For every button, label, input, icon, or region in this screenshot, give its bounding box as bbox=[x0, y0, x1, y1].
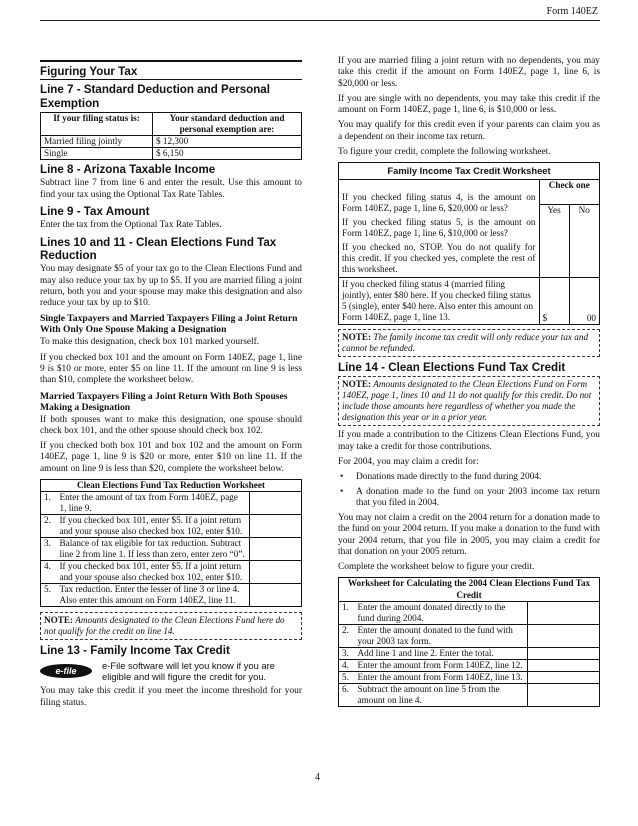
worksheet-line-number: 3. bbox=[41, 538, 57, 561]
efile-callout bbox=[40, 660, 302, 683]
worksheet-amount-cell[interactable] bbox=[528, 683, 600, 706]
check-one-header: Check one bbox=[539, 180, 599, 205]
header-rule bbox=[40, 20, 600, 21]
list-item: • Donations made directly to the fund during 2004. bbox=[338, 472, 600, 483]
table-row bbox=[41, 538, 302, 561]
credit-married-text: If you are married filing a joint return with no dependents, you may take this credit if the amount on Form 140EZ, page 1, line 6, is $20,000 or less. bbox=[338, 56, 600, 89]
line8-heading: Line 8 - Arizona Taxable Income bbox=[40, 163, 216, 177]
table-row bbox=[41, 492, 302, 515]
family-question-2: If you checked filing status 5, is the amount on Form 140EZ, page 1, line 6, $10,000 or less? bbox=[342, 216, 536, 238]
worksheet-line-number: 1. bbox=[41, 492, 57, 515]
worksheet-line-number: 2. bbox=[41, 515, 57, 538]
worksheet-line-number: 1. bbox=[339, 601, 355, 624]
line14-text-2: For 2004, you may claim a credit for: bbox=[338, 456, 479, 467]
line9-text: Enter the tax from the Optional Tax Rate Tables. bbox=[40, 220, 222, 231]
married-taxpayers-text-1: If both spouses want to make this designation, one spouse should check box 101, and the other spouse should check box 102. bbox=[40, 414, 302, 436]
table-row bbox=[41, 584, 302, 607]
deduction-table-header-amount: Your standard deduction and personal exemption are: bbox=[153, 112, 302, 135]
deduction-table-header-status: If your filing status is: bbox=[41, 112, 153, 135]
left-column bbox=[40, 60, 302, 713]
family-questions-cell bbox=[339, 180, 539, 278]
line14-text-3: You may not claim a credit on the 2004 return for a donation made to the fund on your 2004 return. If you make a donation to the fund with your 2004 return, that you file in 2005, you may claim a credit for that donation on your 2005 return. bbox=[338, 513, 600, 557]
note-text: Amounts designated to the Clean Elections Fund on Form 140EZ, page 1, lines 10 and 11 do not qualify for this credit. Do not include those amounts here regardless of whether you made the designation this year or in a prior year. bbox=[342, 379, 592, 423]
credit-single-text: If you are single with no dependents, you may take this credit if the amount on Form 140EZ, page 1, line 6, is $10,000 or less. bbox=[338, 93, 600, 116]
line10-11-heading: Lines 10 and 11 - Clean Elections Fund Tax Reduction bbox=[40, 235, 277, 262]
deduction-table bbox=[40, 112, 302, 160]
table-cell: $ 6,150 bbox=[153, 148, 302, 160]
table-row bbox=[339, 671, 600, 683]
worksheet-line-text: If you checked box 101, enter $5. If a joint return and your spouse also checked box 102, enter $10. bbox=[57, 515, 250, 538]
table-row bbox=[41, 136, 302, 148]
table-row bbox=[41, 561, 302, 584]
credit-amount-cents[interactable]: 00 bbox=[569, 277, 599, 324]
worksheet-amount-cell[interactable] bbox=[528, 624, 600, 647]
note-text: Amounts designated to the Clean Elections Fund here do not qualify for the credit on line 14. bbox=[44, 615, 285, 637]
worksheet-title: Worksheet for Calculating the 2004 Clean Elections Fund Tax Credit bbox=[339, 578, 600, 601]
worksheet-line-text: If you checked box 101, enter $5. If a joint return and your spouse also checked box 102, enter $10. bbox=[57, 561, 250, 584]
right-column bbox=[338, 56, 600, 707]
page-number: 4 bbox=[315, 772, 320, 783]
worksheet-line-number: 3. bbox=[339, 647, 355, 659]
table-row bbox=[339, 624, 600, 647]
note-label: NOTE: bbox=[342, 379, 372, 390]
clean-elections-reduction-worksheet bbox=[40, 479, 302, 607]
worksheet-line-text: Add line 1 and line 2. Enter the total. bbox=[355, 647, 528, 659]
worksheet-amount-cell[interactable] bbox=[528, 659, 600, 671]
table-row bbox=[339, 647, 600, 659]
list-item: • A donation made to the fund on your 2003 income tax return that you filed in 2004. bbox=[338, 487, 600, 510]
worksheet-line-number: 5. bbox=[41, 584, 57, 607]
married-taxpayers-text-2: If you checked both box 101 and box 102 and the amount on Form 140EZ, page 1, line 9 is $20 or more, enter $10 on line 11. If the amount on line 9 is less than $20, complete the worksheet below. bbox=[40, 441, 302, 474]
table-cell: Single bbox=[41, 148, 153, 160]
credit-instruction-text: To figure your credit, complete the following worksheet. bbox=[338, 146, 551, 157]
worksheet-title: Clean Elections Fund Tax Reduction Worksheet bbox=[41, 480, 302, 492]
single-taxpayers-text-2: If you checked box 101 and the amount on Form 140EZ, page 1, line 9 is $10 or more, enter $5 on line 11. If the amount on line 9 is less than $10, complete the worksheet below. bbox=[40, 352, 302, 386]
line14-text-1: If you made a contribution to the Citizens Clean Elections Fund, you may take a credit for those contributions. bbox=[338, 430, 600, 452]
worksheet-line-text: Enter the amount from Form 140EZ, line 12. bbox=[355, 659, 528, 671]
worksheet-line-text: Subtract the amount on line 5 from the amount on line 4. bbox=[355, 683, 528, 706]
efile-logo: e-file bbox=[40, 664, 92, 678]
family-income-worksheet bbox=[338, 162, 600, 325]
worksheet-amount-cell[interactable] bbox=[250, 561, 302, 584]
table-cell: Married filing jointly bbox=[41, 136, 153, 148]
worksheet-line-number: 4. bbox=[41, 561, 57, 584]
table-cell: $ 12,300 bbox=[153, 136, 302, 148]
line8-text: Subtract line 7 from line 6 and enter the result. Use this amount to find your tax using the Optional Tax Rate Tables. bbox=[40, 178, 302, 200]
family-question-1: If you checked filing status 4, is the amount on Form 140EZ, page 1, line 6, $20,000 or less? bbox=[342, 191, 536, 213]
worksheet-line-number: 4. bbox=[339, 659, 355, 671]
worksheet-line-number: 6. bbox=[339, 683, 355, 706]
worksheet-amount-cell[interactable] bbox=[528, 671, 600, 683]
worksheet-amount-cell[interactable] bbox=[528, 601, 600, 624]
worksheet-title: Family Income Tax Credit Worksheet bbox=[339, 163, 599, 179]
line9-heading: Line 9 - Tax Amount bbox=[40, 205, 150, 218]
worksheet-line-text: Enter the amount donated directly to the fund during 2004. bbox=[355, 601, 528, 624]
line7-heading: Line 7 - Standard Deduction and Personal Exemption bbox=[40, 83, 270, 110]
yes-checkbox-column[interactable]: Yes bbox=[539, 204, 569, 229]
note-text: The family income tax credit will only reduce your tax and cannot be refunded. bbox=[342, 331, 589, 353]
family-worksheet-table bbox=[339, 180, 599, 324]
family-question-4: If you checked filing status 4 (married filing jointly), enter $80 here. If you checked filing status 5 (single), enter $40 here. Also enter this amount on Form 140EZ, page 1, line 13. bbox=[339, 277, 539, 324]
efile-text: e-File software will let you know if you are eligible and will figure the credit for you. bbox=[102, 659, 275, 683]
form-name-header: Form 140EZ bbox=[546, 6, 598, 17]
worksheet-amount-cell[interactable] bbox=[528, 647, 600, 659]
worksheet-line-number: 5. bbox=[339, 671, 355, 683]
line13-heading: Line 13 - Family Income Tax Credit bbox=[40, 644, 230, 658]
table-row bbox=[41, 148, 302, 160]
table-row bbox=[339, 601, 600, 624]
line14-heading: Line 14 - Clean Elections Fund Tax Credit bbox=[338, 360, 566, 374]
worksheet-amount-cell[interactable] bbox=[250, 515, 302, 538]
table-row bbox=[41, 515, 302, 538]
dollar-sign: $ bbox=[539, 277, 569, 324]
clean-elections-note bbox=[40, 612, 302, 640]
no-checkbox-column[interactable]: No bbox=[569, 204, 599, 229]
single-taxpayers-heading: Single Taxpayers and Married Taxpayers Filing a Joint Return With Only One Spouse Making a Designation bbox=[40, 313, 298, 336]
credit-bullet-list bbox=[338, 472, 600, 509]
table-row bbox=[339, 683, 600, 706]
worksheet-line-text: Enter the amount donated to the fund with your 2003 tax form. bbox=[355, 624, 528, 647]
worksheet-amount-cell[interactable] bbox=[250, 584, 302, 607]
yes-answer-cell[interactable] bbox=[539, 229, 569, 277]
clean-elections-credit-worksheet bbox=[338, 577, 600, 706]
worksheet-amount-cell[interactable] bbox=[250, 492, 302, 515]
line14-text-4: Complete the worksheet below to figure your credit. bbox=[338, 562, 535, 573]
worksheet-line-text: Enter the amount from Form 140EZ, line 13. bbox=[355, 671, 528, 683]
worksheet-line-text: Balance of tax eligible for tax reduction. Subtract line 2 from line 1. If less than zero, enter zero “0”. bbox=[57, 538, 250, 561]
line13-text: You may take this credit if you meet the income threshold for your filing status. bbox=[40, 686, 302, 708]
credit-dependent-text: You may qualify for this credit even if your parents can claim you as a dependent on their income tax return. bbox=[338, 120, 600, 142]
worksheet-line-text: Tax reduction. Enter the lesser of line 3 or line 4. Also enter this amount on Form 140EZ, line 11. bbox=[57, 584, 250, 607]
single-taxpayers-text-1: To make this designation, check box 101 marked yourself. bbox=[40, 337, 260, 348]
no-answer-cell[interactable] bbox=[569, 229, 599, 277]
worksheet-line-text: Enter the amount of tax from Form 140EZ, page 1, line 9. bbox=[57, 492, 250, 515]
family-question-3: If you checked no, STOP. You do not qualify for this credit. If you checked yes, complete the rest of this worksheet. bbox=[342, 241, 536, 274]
line10-11-text: You may designate $5 of your tax go to the Clean Elections Fund and may also reduce your tax by up to $5. If you are married filing a joint return, both you and your spouse may make this designation and also reduce your tax by up to $10. bbox=[40, 264, 302, 309]
table-row bbox=[339, 659, 600, 671]
worksheet-line-number: 2. bbox=[339, 624, 355, 647]
line14-note bbox=[338, 376, 600, 426]
family-credit-note bbox=[338, 329, 600, 357]
note-label: NOTE: bbox=[342, 331, 372, 342]
married-taxpayers-heading: Married Taxpayers Filing a Joint Return With Both Spouses Making a Designation bbox=[40, 390, 288, 413]
worksheet-amount-cell[interactable] bbox=[250, 538, 302, 561]
note-label: NOTE: bbox=[44, 615, 74, 626]
section-title: Figuring Your Tax bbox=[40, 60, 302, 80]
